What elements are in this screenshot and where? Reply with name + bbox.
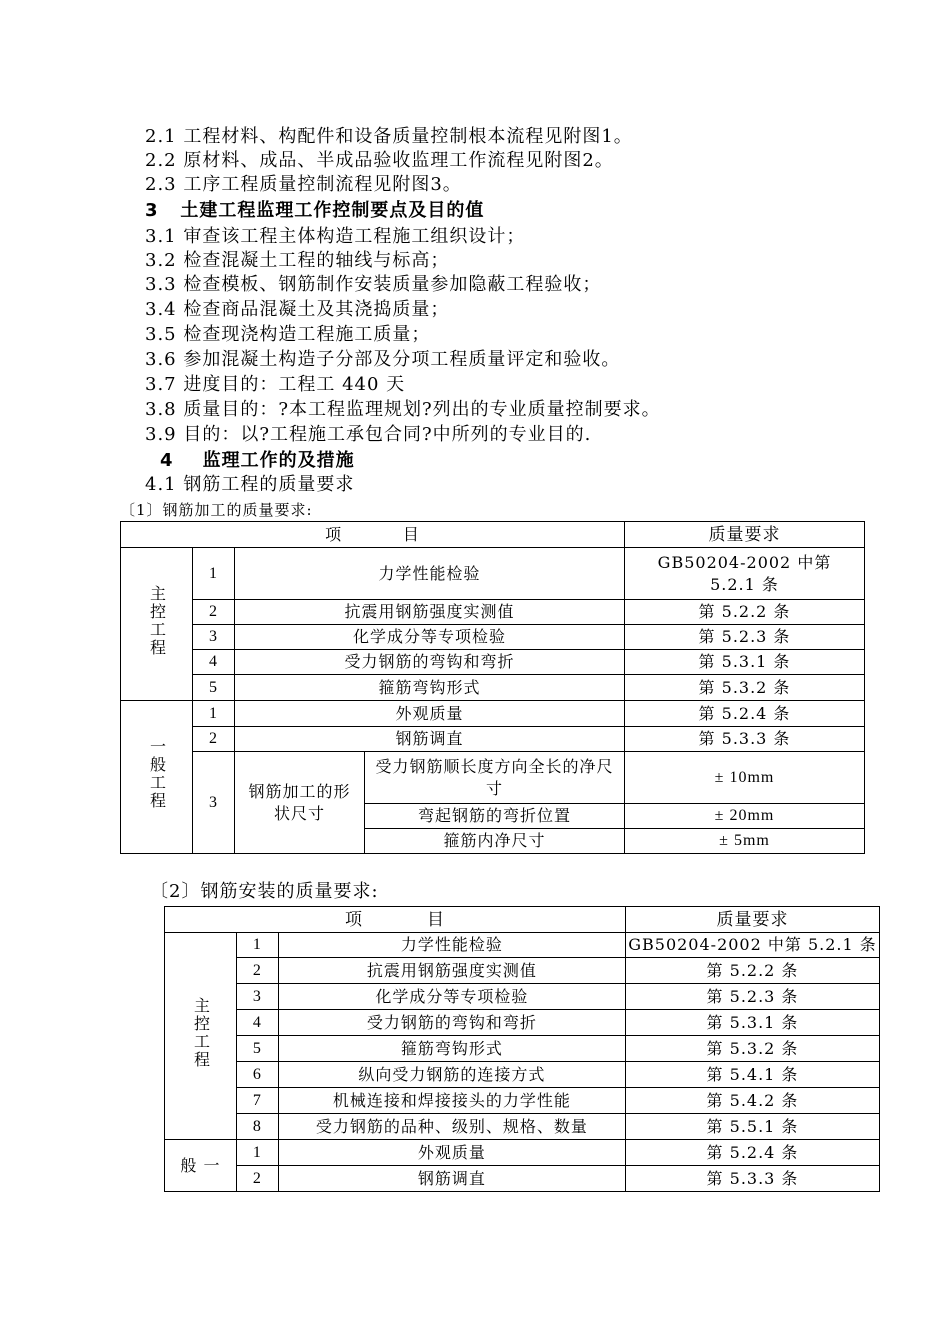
row-number: 2 — [193, 727, 235, 752]
row-number: 1 — [193, 548, 235, 600]
row-item: 外观质量 — [278, 1140, 625, 1166]
row-item: 机械连接和焊接接头的力学性能 — [278, 1088, 625, 1114]
category-general: 般 一 — [165, 1140, 237, 1192]
row-item: 抗震用钢筋强度实测值 — [278, 958, 625, 984]
shape-size-label: 钢筋加工的形状尺寸 — [235, 752, 365, 854]
row-requirement: 第 5.3.2 条 — [625, 675, 865, 701]
row-number: 2 — [193, 600, 235, 625]
category-main-control: 主控工程 — [165, 933, 237, 1140]
row-requirement: 第 5.3.1 条 — [625, 650, 865, 675]
text-line: 3.7 进度目的：工程工 440 天 — [145, 374, 406, 395]
row-item: 化学成分等专项检验 — [278, 984, 625, 1010]
header-item: 项 目 — [121, 522, 625, 548]
row-requirement: 第 5.2.2 条 — [625, 600, 865, 625]
row-requirement: 第 5.3.3 条 — [625, 727, 865, 752]
text-line: 2.3 工序工程质量控制流程见附图3。 — [145, 174, 462, 195]
table-caption: 〔1〕钢筋加工的质量要求: — [120, 501, 313, 519]
row-requirement: ± 20mm — [625, 804, 865, 829]
row-requirement: 第 5.2.2 条 — [625, 958, 879, 984]
text-line: 3.8 质量目的：?本工程监理规划?列出的专业质量控制要求。 — [145, 399, 661, 420]
section-heading: 4 监理工作的及措施 — [160, 450, 355, 471]
row-number: 1 — [236, 933, 278, 958]
row-item: 受力钢筋顺长度方向全长的净尺寸 — [365, 752, 625, 804]
row-item: 弯起钢筋的弯折位置 — [365, 804, 625, 829]
row-number: 2 — [236, 1166, 278, 1192]
row-requirement: 第 5.4.2 条 — [625, 1088, 879, 1114]
row-item: 力学性能检验 — [278, 933, 625, 958]
row-item: 箍筋弯钩形式 — [278, 1036, 625, 1062]
text-line: 3.9 目的：以?工程施工承包合同?中所列的专业目的. — [145, 424, 592, 445]
row-item: 钢筋调直 — [278, 1166, 625, 1192]
row-requirement: 第 5.2.3 条 — [625, 984, 879, 1010]
row-number: 8 — [236, 1114, 278, 1140]
row-number: 1 — [236, 1140, 278, 1166]
row-requirement: GB50204-2002 中第 5.2.1 条 — [625, 933, 879, 958]
row-item: 受力钢筋的弯钩和弯折 — [235, 650, 625, 675]
row-requirement: 第 5.3.3 条 — [625, 1166, 879, 1192]
text-line: 3.5 检查现浇构造工程施工质量； — [145, 324, 431, 345]
row-number: 3 — [193, 625, 235, 650]
row-requirement: ± 10mm — [625, 752, 865, 804]
row-number: 4 — [193, 650, 235, 675]
row-requirement: 第 5.3.2 条 — [625, 1036, 879, 1062]
row-item: 箍筋内净尺寸 — [365, 829, 625, 854]
row-item: 纵向受力钢筋的连接方式 — [278, 1062, 625, 1088]
text-line: 3.3 检查模板、钢筋制作安装质量参加隐蔽工程验收； — [145, 274, 602, 295]
category-general: 一般工程 — [121, 701, 193, 854]
row-item: 外观质量 — [235, 701, 625, 727]
row-number: 3 — [193, 752, 235, 854]
row-item: 钢筋调直 — [235, 727, 625, 752]
row-item: 化学成分等专项检验 — [235, 625, 625, 650]
row-requirement: 第 5.3.1 条 — [625, 1010, 879, 1036]
text-line: 3.2 检查混凝土工程的轴线与标高； — [145, 250, 450, 271]
text-line: 2.2 原材料、成品、半成品验收监理工作流程见附图2。 — [145, 150, 614, 171]
rebar-installation-table — [164, 906, 880, 1192]
text-line: 3.4 检查商品混凝土及其浇捣质量； — [145, 299, 450, 320]
row-item: 受力钢筋的弯钩和弯折 — [278, 1010, 625, 1036]
row-number: 5 — [193, 675, 235, 701]
row-requirement: GB50204-2002 中第 5.2.1 条 — [625, 548, 865, 600]
section-heading: 3 土建工程监理工作控制要点及目的值 — [145, 200, 485, 221]
row-item: 受力钢筋的品种、级别、规格、数量 — [278, 1114, 625, 1140]
row-number: 2 — [236, 958, 278, 984]
row-requirement: 第 5.2.3 条 — [625, 625, 865, 650]
rebar-processing-table — [120, 521, 865, 854]
table-caption: 〔2〕钢筋安装的质量要求: — [150, 881, 379, 902]
row-item: 抗震用钢筋强度实测值 — [235, 600, 625, 625]
row-item: 力学性能检验 — [235, 548, 625, 600]
text-line: 3.1 审查该工程主体构造工程施工组织设计； — [145, 226, 526, 247]
row-number: 5 — [236, 1036, 278, 1062]
row-requirement: 第 5.2.4 条 — [625, 1140, 879, 1166]
row-requirement: ± 5mm — [625, 829, 865, 854]
row-number: 1 — [193, 701, 235, 727]
text-line: 4.1 钢筋工程的质量要求 — [145, 474, 355, 495]
category-main-control: 主控工程 — [121, 548, 193, 701]
row-number: 4 — [236, 1010, 278, 1036]
header-requirement: 质量要求 — [625, 907, 879, 933]
row-requirement: 第 5.4.1 条 — [625, 1062, 879, 1088]
text-line: 3.6 参加混凝土构造子分部及分项工程质量评定和验收。 — [145, 349, 621, 370]
row-requirement: 第 5.5.1 条 — [625, 1114, 879, 1140]
row-item: 箍筋弯钩形式 — [235, 675, 625, 701]
header-requirement: 质量要求 — [625, 522, 865, 548]
row-number: 6 — [236, 1062, 278, 1088]
row-number: 7 — [236, 1088, 278, 1114]
header-item: 项 目 — [165, 907, 626, 933]
text-line: 2.1 工程材料、构配件和设备质量控制根本流程见附图1。 — [145, 126, 633, 147]
row-number: 3 — [236, 984, 278, 1010]
row-requirement: 第 5.2.4 条 — [625, 701, 865, 727]
